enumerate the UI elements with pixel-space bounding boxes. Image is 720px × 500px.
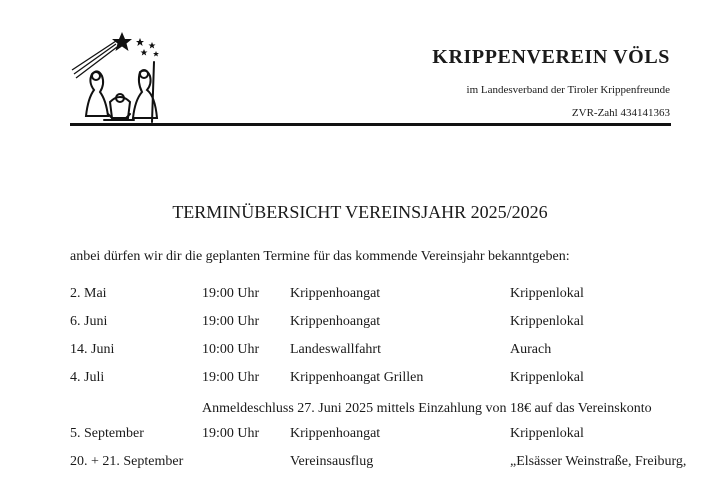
event-title: Krippenhoangat	[290, 314, 381, 329]
event-date: 5. September	[70, 426, 144, 441]
event-note: Anmeldeschluss 27. Juni 2025 mittels Einzahlung von 18€ auf das Vereinskonto	[202, 401, 652, 416]
intro-text: anbei dürfen wir dir die geplanten Termine für das kommende Vereinsjahr bekanntgeben:	[70, 249, 570, 264]
event-row	[70, 451, 687, 479]
event-time: 19:00 Uhr	[202, 426, 260, 441]
event-place: Krippenlokal	[510, 286, 584, 301]
event-row	[70, 339, 670, 367]
nativity-logo	[64, 28, 172, 124]
event-row	[70, 283, 670, 311]
event-title: Krippenhoangat	[290, 426, 381, 441]
document-title: TERMINÜBERSICHT VEREINSJAHR 2025/2026	[172, 202, 548, 222]
event-date: 14. Juni	[70, 342, 115, 357]
event-row	[70, 367, 670, 395]
event-date: 4. Juli	[70, 370, 105, 385]
event-place: Krippenlokal	[510, 314, 584, 329]
event-time: 19:00 Uhr	[202, 314, 260, 329]
event-row	[70, 311, 670, 339]
event-list	[70, 283, 687, 479]
header-divider	[70, 123, 671, 126]
event-place: Aurach	[510, 342, 552, 357]
event-date: 2. Mai	[70, 286, 107, 301]
org-subtitle: im Landesverband der Tiroler Krippenfreunde	[466, 84, 670, 96]
zvr-number: ZVR-Zahl 434141363	[571, 107, 670, 119]
event-place: Krippenlokal	[510, 370, 584, 385]
event-title: Vereinsausflug	[290, 454, 374, 469]
event-row	[70, 423, 670, 451]
event-time: 19:00 Uhr	[202, 286, 260, 301]
event-place: Krippenlokal	[510, 426, 584, 441]
event-date: 6. Juni	[70, 314, 108, 329]
event-time: 19:00 Uhr	[202, 370, 260, 385]
event-place: „Elsässer Weinstraße, Freiburg,	[510, 454, 687, 469]
org-name: KRIPPENVEREIN VÖLS	[432, 46, 670, 68]
event-title: Krippenhoangat	[290, 286, 381, 301]
event-date: 20. + 21. September	[70, 454, 184, 469]
event-title: Landeswallfahrt	[290, 342, 381, 357]
event-title: Krippenhoangat Grillen	[290, 370, 424, 385]
event-time: 10:00 Uhr	[202, 342, 260, 357]
small-stars-icon	[136, 38, 159, 57]
nativity-figures	[86, 62, 157, 122]
